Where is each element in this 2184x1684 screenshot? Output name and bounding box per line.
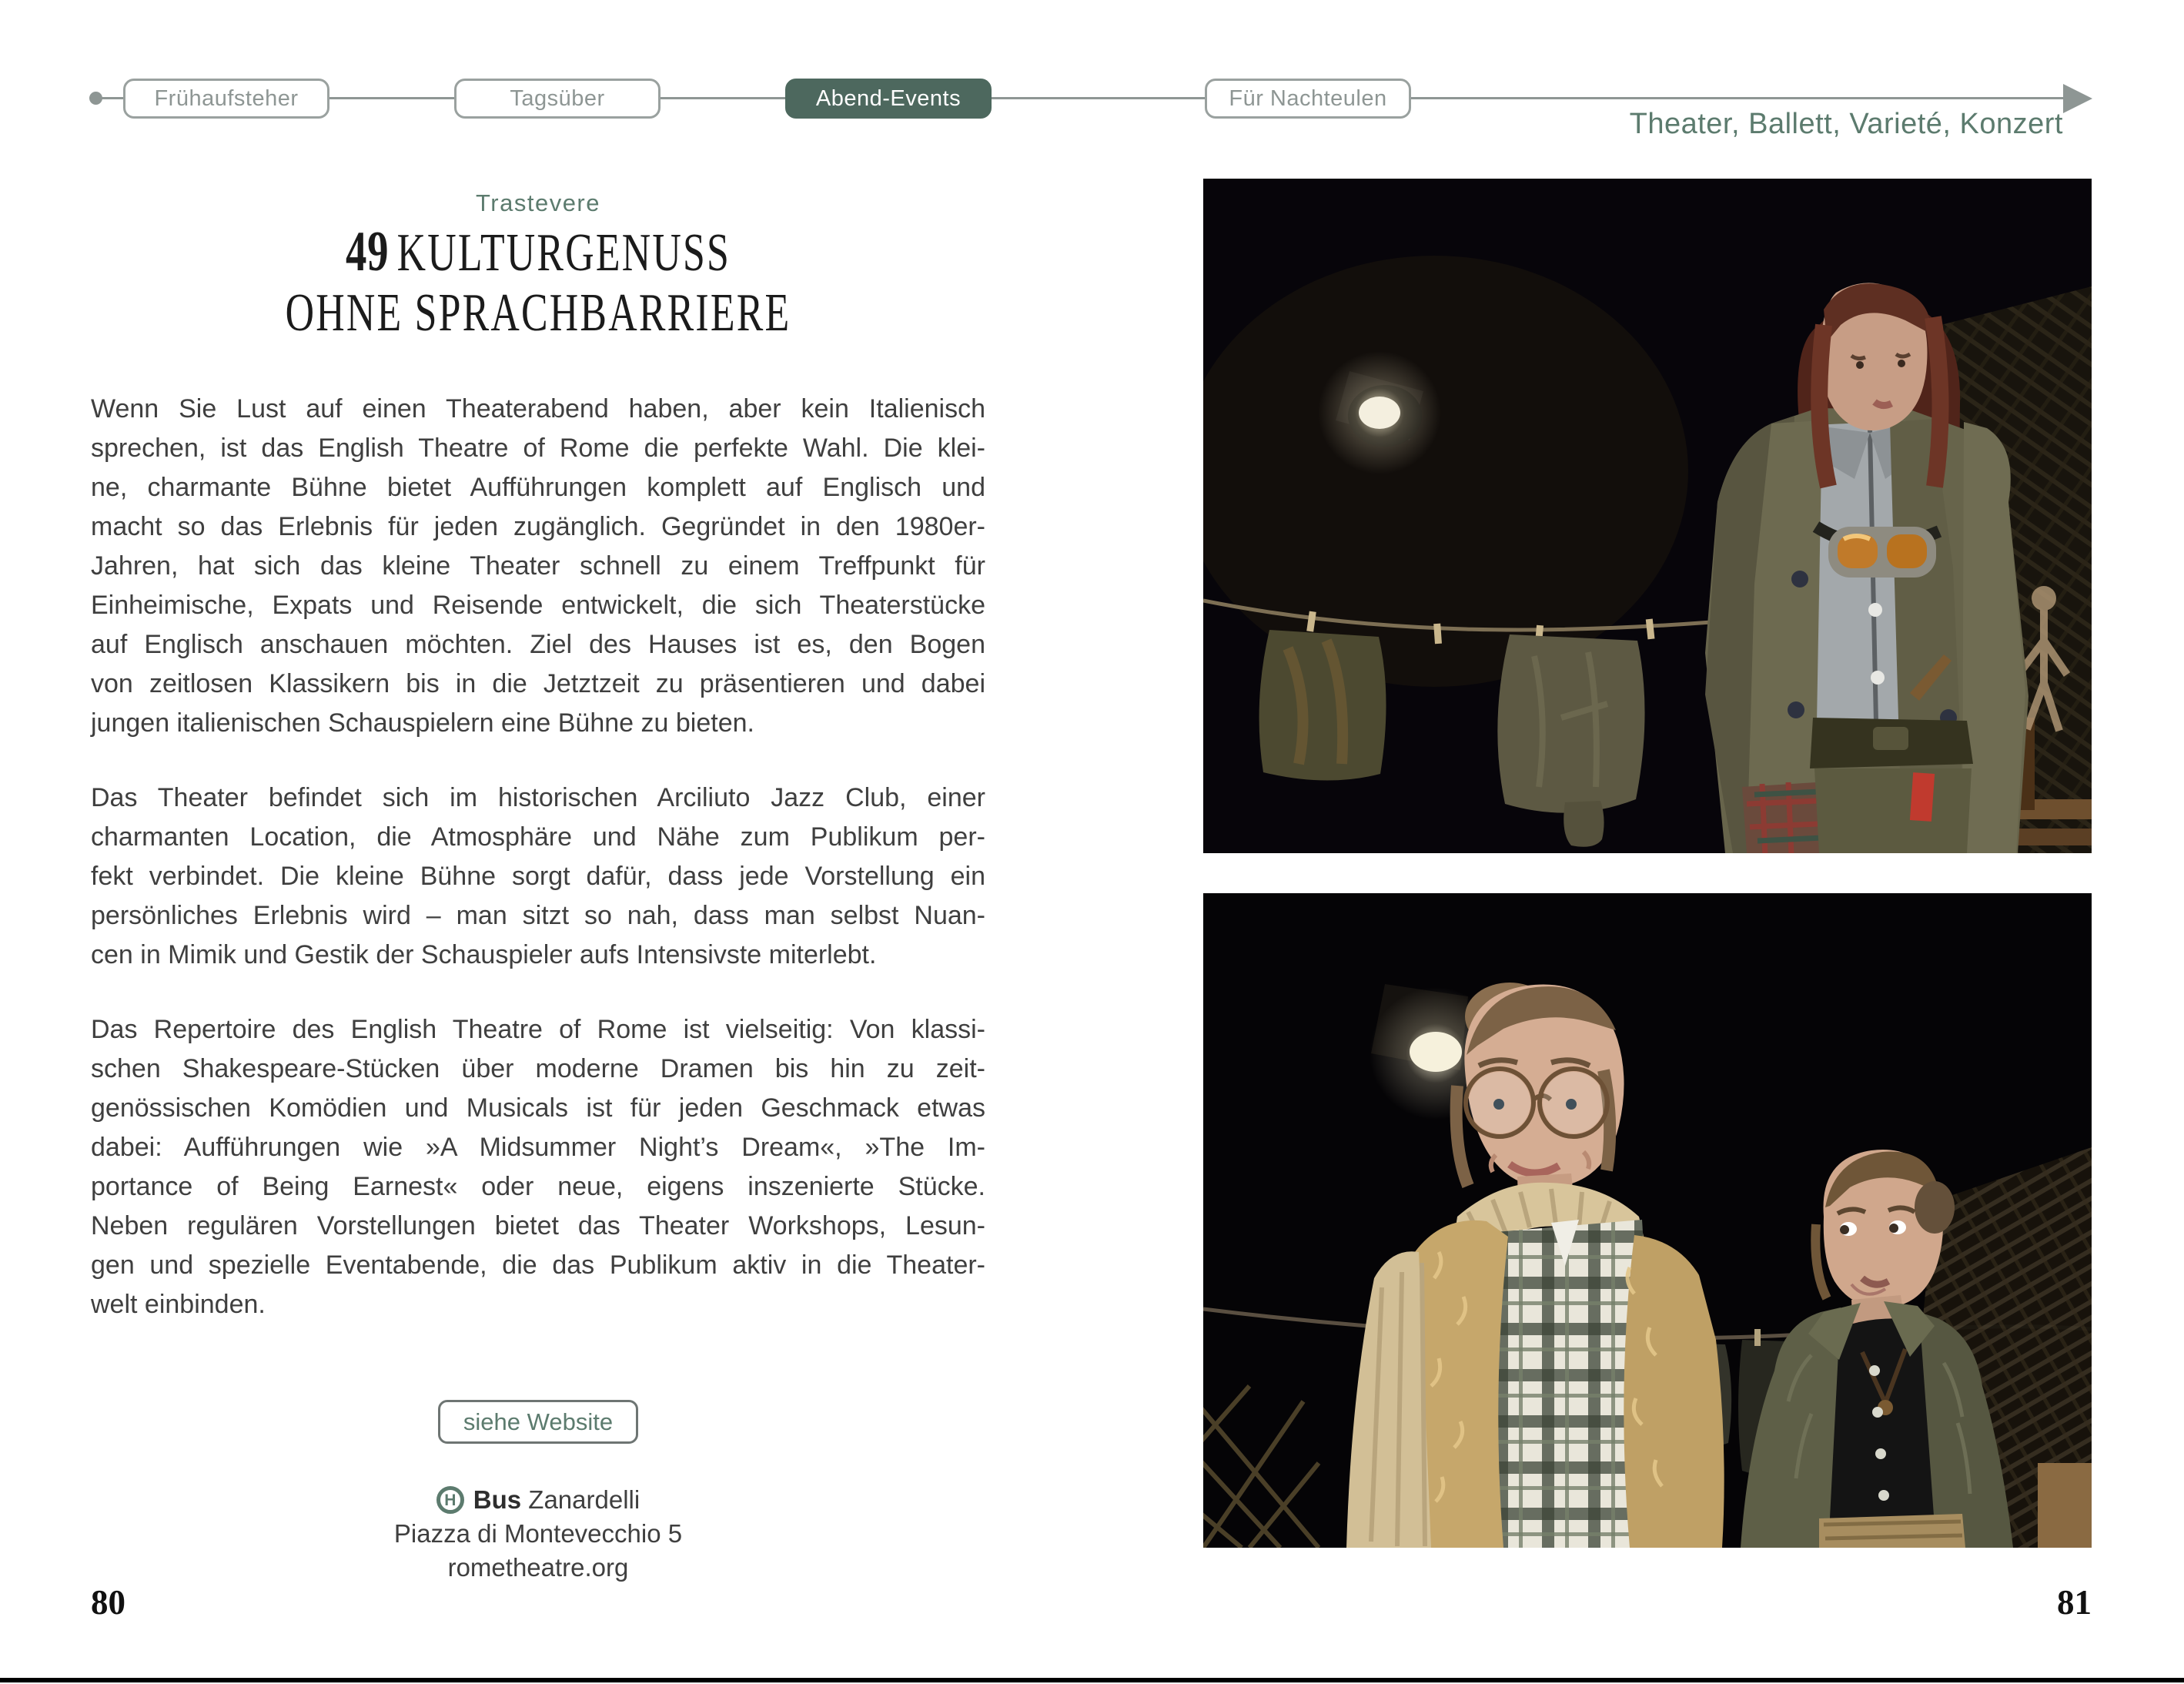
daypart-tab[interactable]: Für Nachteulen bbox=[1205, 79, 1411, 119]
body-text-line: auf Englisch anschauen möchten. Ziel des Hauses ist es, den Bogen bbox=[91, 630, 985, 659]
transit-address: Piazza di Montevecchio 5 bbox=[393, 1519, 683, 1548]
page-bottom-rule bbox=[0, 1678, 2184, 1682]
body-text-line: welt einbinden. bbox=[91, 1290, 266, 1319]
body-text-line: Das Repertoire des English Theatre of Rome ist vielseitig: Von klassi- bbox=[91, 1015, 985, 1044]
body-text-line: portance of Being Earnest« oder neue, eigens inszenierte Stücke. bbox=[91, 1172, 985, 1201]
daypart-tab[interactable]: Frühaufsteher bbox=[123, 79, 329, 119]
body-text-line: sprechen, ist das English Theatre of Rome die perfekte Wahl. Die klei- bbox=[91, 434, 985, 463]
transit-website: rometheatre.org bbox=[447, 1553, 629, 1582]
body-text-line: Einheimische, Expats und Reisende entwickelt, die sich Theaterstücke bbox=[91, 591, 985, 620]
page-number-left: 80 bbox=[91, 1583, 125, 1622]
body-text-line: gen und spezielle Eventabende, die das Publikum aktiv in die Theater- bbox=[91, 1250, 985, 1280]
see-website-button[interactable]: siehe Website bbox=[438, 1400, 638, 1444]
daypart-tab[interactable]: Abend-Events bbox=[785, 79, 992, 119]
paragraph bbox=[91, 778, 985, 975]
paragraph bbox=[91, 390, 985, 743]
body-text-line: schen Shakespeare-Stücken über moderne Dramen bis hin zu zeit- bbox=[91, 1054, 985, 1083]
article-body bbox=[91, 390, 985, 1360]
body-text-line: Das Theater befindet sich im historischen Arciliuto Jazz Club, einer bbox=[91, 783, 985, 812]
body-text-line: charmanten Location, die Atmosphäre und Nähe zum Publikum per- bbox=[91, 822, 985, 852]
transit-info bbox=[91, 1483, 985, 1585]
body-text-line: ne, charmante Bühne bietet Aufführungen komplett auf Englisch und bbox=[91, 473, 985, 502]
bus-stop-h-icon: H bbox=[436, 1486, 464, 1514]
body-text-line: Wenn Sie Lust auf einen Theaterabend haben, aber kein Italienisch bbox=[91, 394, 985, 424]
body-text-line: cen in Mimik und Gestik der Schauspieler aufs Intensivste miterlebt. bbox=[91, 940, 877, 969]
body-text-line: persönliches Erlebnis wird – man sitzt so nah, dass man selbst Nuan- bbox=[91, 901, 985, 930]
transit-stop: Zanardelli bbox=[528, 1485, 640, 1514]
body-text-line: Jahren, hat sich das kleine Theater schnell zu einem Treffpunkt für bbox=[91, 551, 985, 581]
kicker-district: Trastevere bbox=[475, 189, 600, 216]
body-text-line: fekt verbindet. Die kleine Bühne sorgt dafür, dass jede Vorstellung ein bbox=[91, 862, 985, 891]
category-line: Theater, Ballett, Varieté, Konzert bbox=[1629, 108, 2063, 140]
article-title-line1: KULTURGENUSS bbox=[396, 223, 731, 283]
body-text-line: von zeitlosen Klassikern bis in die Jetztzeit zu präsentieren und dabei bbox=[91, 669, 985, 698]
paragraph bbox=[91, 1010, 985, 1324]
body-text-line: dabei: Aufführungen wie »A Midsummer Night’s Dream«, »The Im- bbox=[91, 1133, 985, 1162]
body-text-line: jungen italienischen Schauspielern eine Bühne zu bieten. bbox=[91, 708, 754, 738]
article-title bbox=[91, 222, 985, 343]
timeline-arrow-icon bbox=[2063, 84, 2092, 113]
timeline-line bbox=[95, 97, 2074, 99]
transit-mode: Bus bbox=[473, 1485, 522, 1514]
article-title-line2: OHNE SPRACHBARRIERE bbox=[285, 283, 791, 343]
stage-photo-top bbox=[1203, 179, 2092, 853]
daypart-tab[interactable]: Tagsüber bbox=[454, 79, 661, 119]
body-text-line: Neben regulären Vorstellungen bietet das Theater Workshops, Lesun- bbox=[91, 1211, 985, 1240]
body-text-line: genössischen Komödien und Musicals ist für jeden Geschmack etwas bbox=[91, 1093, 985, 1123]
body-text-line: macht so das Erlebnis für jeden zugänglich. Gegründet in den 1980er- bbox=[91, 512, 985, 541]
article-number: 49 bbox=[345, 220, 390, 283]
stage-photo-bottom bbox=[1203, 893, 2092, 1548]
page-number-right: 81 bbox=[2057, 1583, 2092, 1622]
